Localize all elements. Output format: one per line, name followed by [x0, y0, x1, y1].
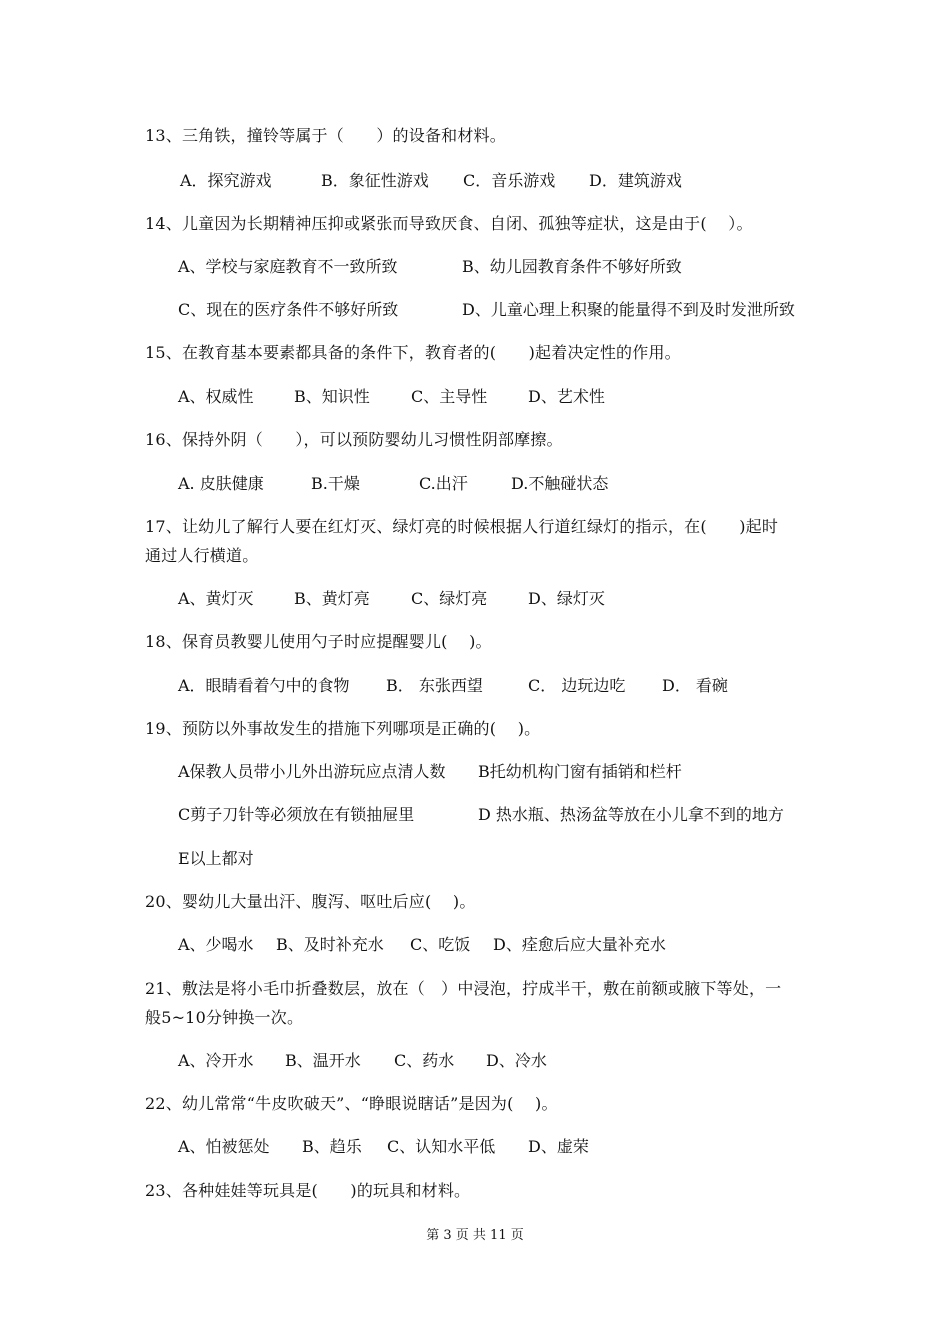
option-16-c: C.出汗: [419, 474, 468, 493]
question-21-line-2: 般5~10分钟换一次。: [145, 1008, 304, 1027]
option-20-a: A、少喝水: [178, 935, 254, 954]
option-16-a: A. 皮肤健康: [178, 474, 264, 493]
option-21-c: C、药水: [394, 1051, 455, 1070]
option-20-b: B、及时补充水: [276, 935, 384, 954]
option-15-d: D、艺术性: [528, 387, 605, 406]
option-14-b: B、幼儿园教育条件不够好所致: [462, 257, 682, 276]
page-footer: 第 3 页 共 11 页: [426, 1228, 524, 1243]
option-18-a: A．眼睛看着勺中的食物: [178, 676, 350, 695]
option-13-c: C．音乐游戏: [463, 171, 556, 190]
option-18-d: D． 看碗: [662, 676, 728, 695]
option-22-c: C、认知水平低: [387, 1137, 496, 1156]
option-20-c: C、吃饭: [410, 935, 471, 954]
question-22: 22、幼儿常常“牛皮吹破天”、“睁眼说瞎话”是因为( )。: [145, 1094, 558, 1113]
option-16-d: D.不触碰状态: [511, 474, 609, 493]
option-22-b: B、趋乐: [302, 1137, 362, 1156]
question-19: 19、预防以外事故发生的措施下列哪项是正确的( )。: [145, 719, 541, 738]
option-14-d: D、儿童心理上积聚的能量得不到及时发泄所致: [462, 300, 795, 319]
question-16: 16、保持外阴（ ），可以预防婴幼儿习惯性阴部摩擦。: [145, 430, 563, 449]
option-19-e: E以上都对: [178, 849, 254, 868]
option-15-a: A、权威性: [178, 387, 254, 406]
option-17-b: B、黄灯亮: [294, 589, 370, 608]
option-22-d: D、虚荣: [528, 1137, 589, 1156]
question-13: 13、三角铁，撞铃等属于（ ）的设备和材料。: [145, 126, 506, 145]
option-15-b: B、知识性: [294, 387, 370, 406]
option-17-d: D、绿灯灭: [528, 589, 605, 608]
option-16-b: B.干燥: [311, 474, 360, 493]
question-17-line-1: 17、让幼儿了解行人要在红灯灭、绿灯亮的时候根据人行道红绿灯的指示，在( )起时: [145, 517, 779, 536]
option-19-d: D 热水瓶、热汤盆等放在小儿拿不到的地方: [478, 805, 784, 824]
option-19-a: A保教人员带小儿外出游玩应点清人数: [178, 762, 446, 781]
question-18: 18、保育员教婴儿使用勺子时应提醒婴儿( )。: [145, 632, 492, 651]
question-14: 14、儿童因为长期精神压抑或紧张而导致厌食、自闭、孤独等症状，这是由于( ）。: [145, 214, 753, 233]
question-17-line-2: 通过人行横道。: [145, 546, 259, 565]
question-23: 23、各种娃娃等玩具是( )的玩具和材料。: [145, 1181, 471, 1200]
option-22-a: A、怕被惩处: [178, 1137, 270, 1156]
option-19-c: C剪子刀针等必须放在有锁抽屉里: [178, 805, 415, 824]
option-13-b: B．象征性游戏: [321, 171, 429, 190]
option-17-c: C、绿灯亮: [411, 589, 488, 608]
option-18-b: B． 东张西望: [386, 676, 483, 695]
option-21-d: D、冷水: [486, 1051, 547, 1070]
option-21-b: B、温开水: [285, 1051, 361, 1070]
option-14-c: C、现在的医疗条件不够好所致: [178, 300, 399, 319]
option-13-d: D．建筑游戏: [589, 171, 682, 190]
option-21-a: A、冷开水: [178, 1051, 254, 1070]
question-21-line-1: 21、敷法是将小毛巾折叠数层，放在（ ）中浸泡，拧成半干，敷在前额或腋下等处，一: [145, 979, 782, 998]
option-19-b: B托幼机构门窗有插销和栏杆: [478, 762, 682, 781]
option-18-c: C． 边玩边吃: [528, 676, 626, 695]
option-15-c: C、主导性: [411, 387, 488, 406]
option-20-d: D、痊愈后应大量补充水: [493, 935, 666, 954]
question-15: 15、在教育基本要素都具备的条件下，教育者的( )起着决定性的作用。: [145, 343, 681, 362]
option-17-a: A、黄灯灭: [178, 589, 254, 608]
question-20: 20、婴幼儿大量出汗、腹泻、呕吐后应( )。: [145, 892, 476, 911]
option-13-a: A．探究游戏: [180, 171, 272, 190]
option-14-a: A、学校与家庭教育不一致所致: [178, 257, 398, 276]
